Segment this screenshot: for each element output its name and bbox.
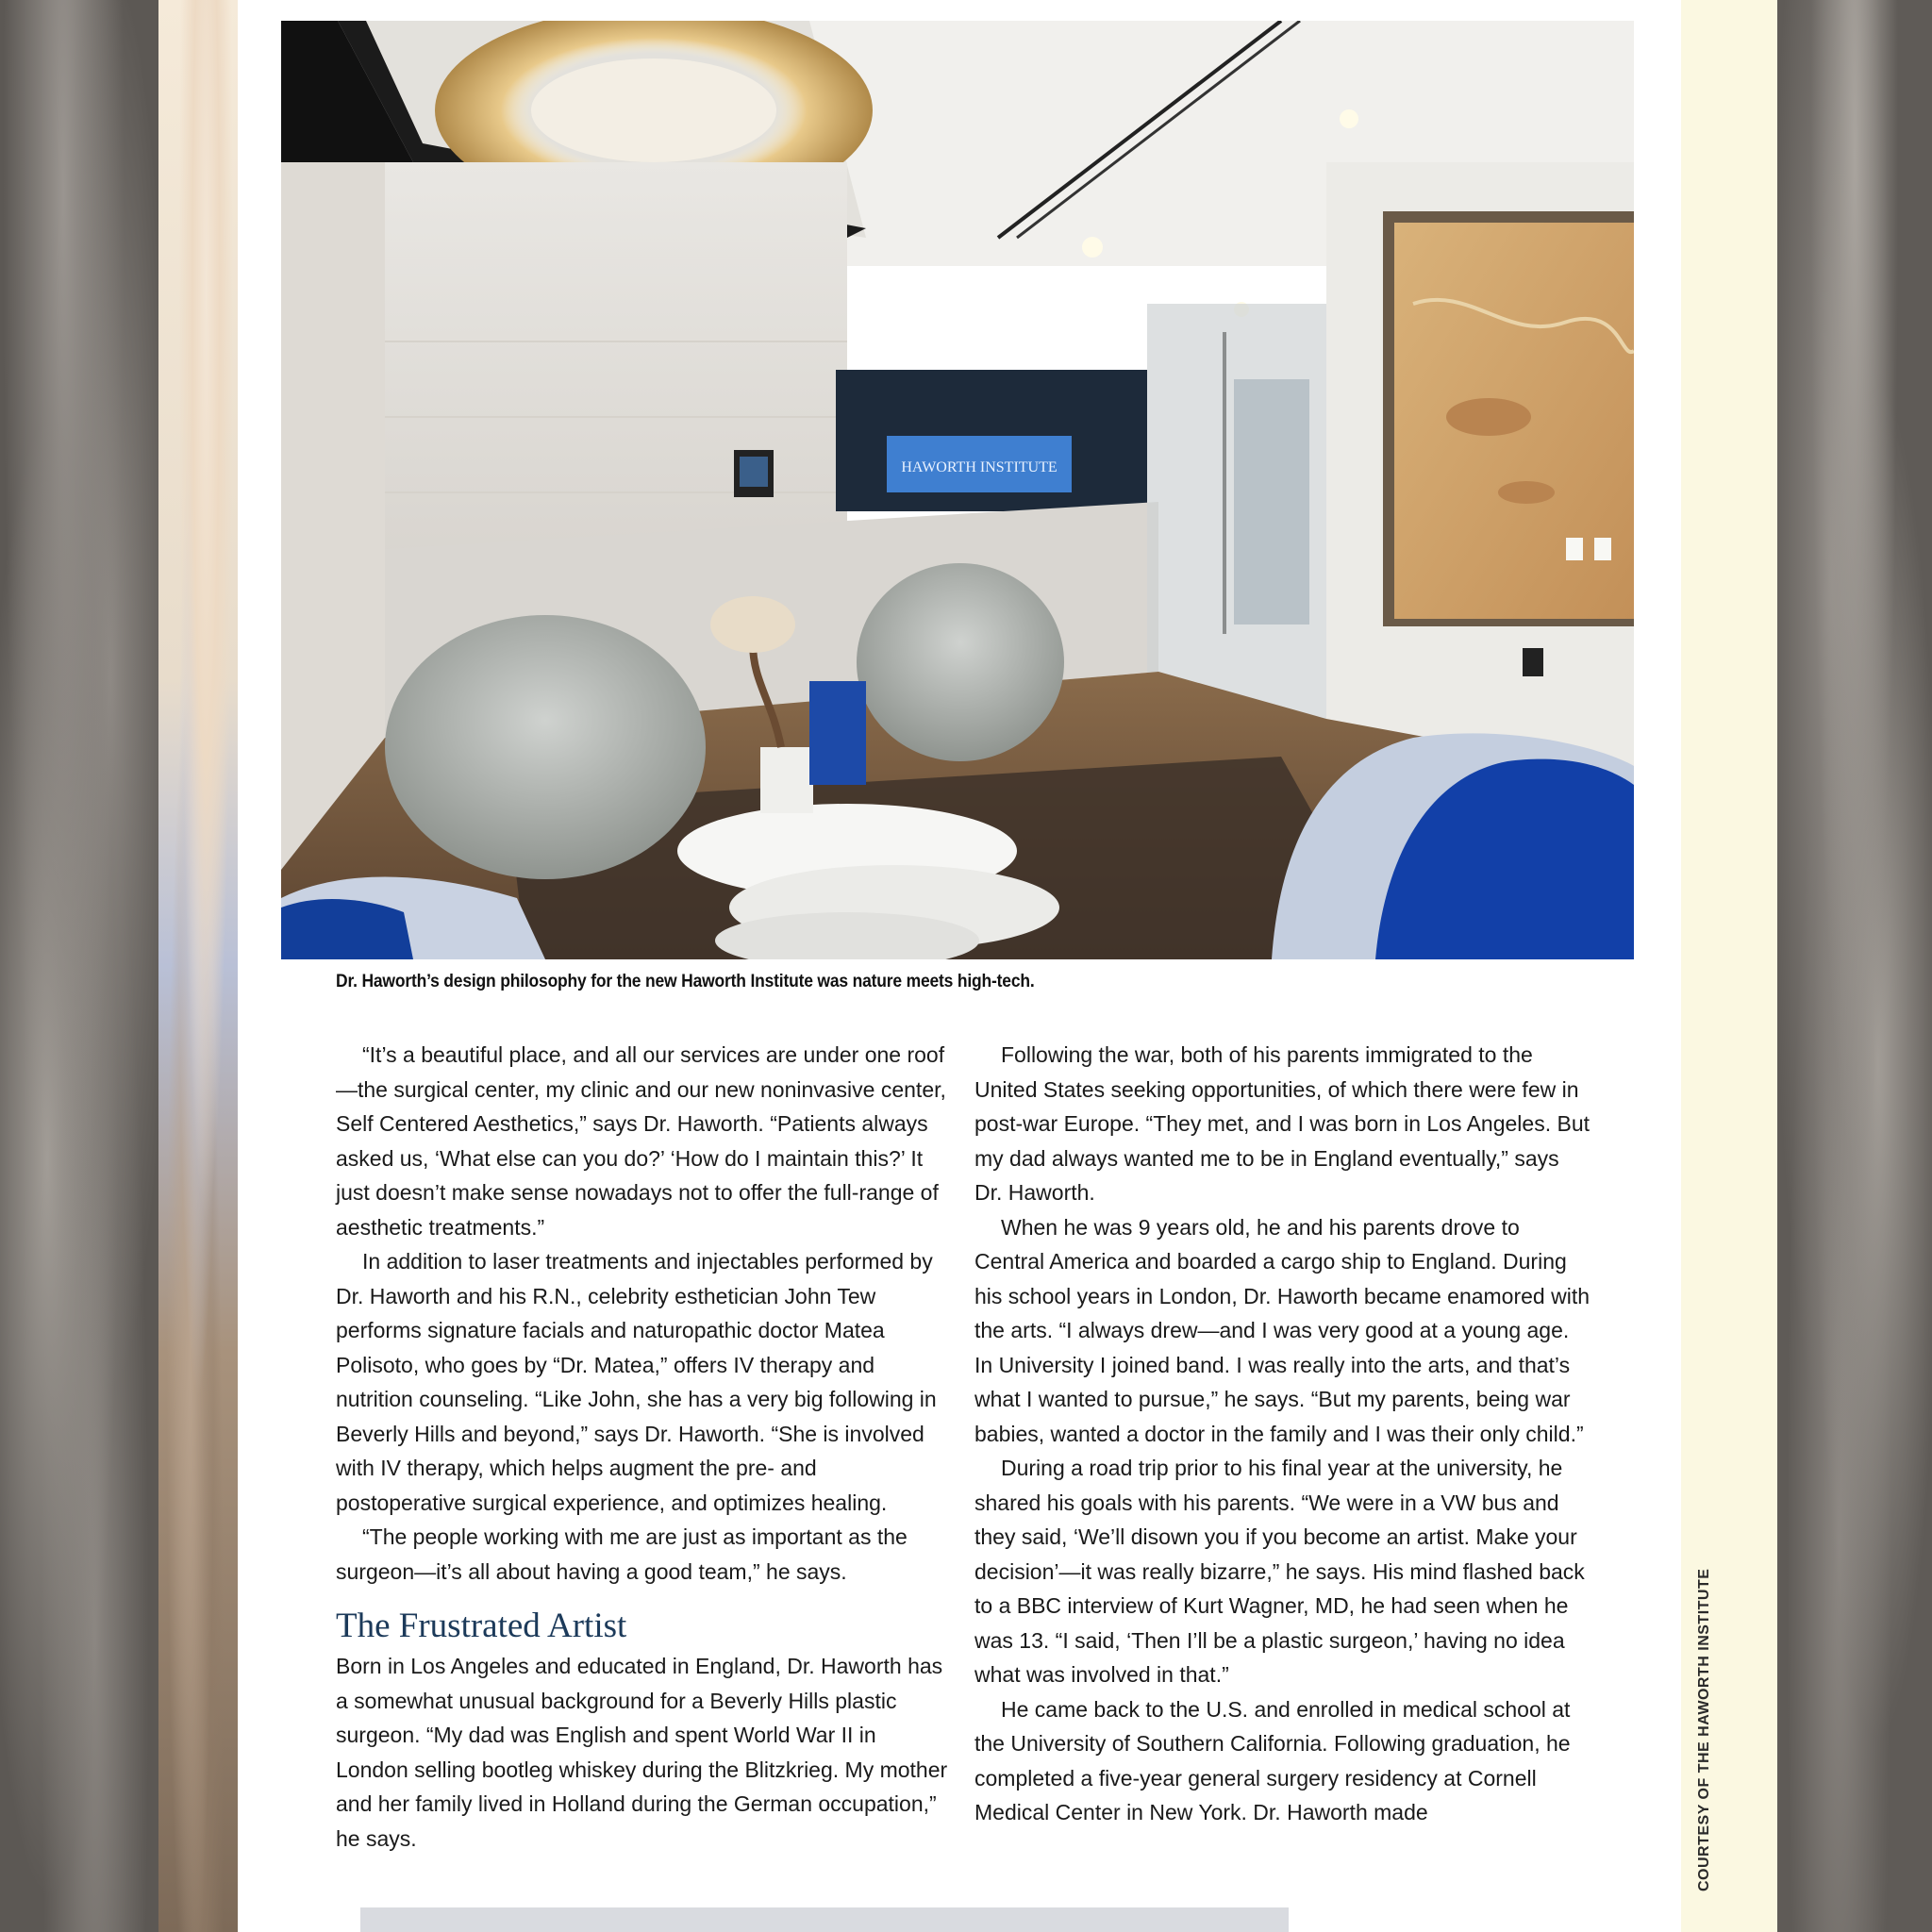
smoke-background-left [0,0,158,1932]
body-paragraph: He came back to the U.S. and enrolled in medical school at the University of Southern California. Following graduation, he completed a five-year general surgery residency at Cornell Medical Center in New York. Dr. Haworth made [974,1696,1571,1824]
article-column-right [974,1038,1592,1830]
body-paragraph: Born in Los Angeles and educated in England, Dr. Haworth has a somewhat unusual background for a Beverly Hills plastic surgeon. “My dad was English and spent World War II in London selling bootleg whiskey during the Blitzkrieg. My mother and her family lived in Holland during the German occupation,” he says. [336,1654,948,1851]
next-image-edge [360,1907,1289,1932]
floral-decorative-strip [158,0,238,1932]
smoke-background-right [1777,0,1932,1932]
section-heading: The Frustrated Artist [336,1607,627,1645]
body-paragraph: When he was 9 years old, he and his parents drove to Central America and boarded a cargo ship to England. During his school years in London, Dr. Haworth became enamored with the arts. “I always drew—and I was very good at a young age. In University I joined band. I was really into the arts, and that’s what I wanted to pursue,” he says. “But my parents, being war babies, wanted a doctor in the family and I was their only child.” [974,1214,1591,1446]
body-paragraph: “It’s a beautiful place, and all our services are under one roof—the surgical center, my clinic and our new noninvasive center, Self Centered Aesthetics,” says Dr. Haworth. “Patients always asked us, ‘What else can you do?’ ‘How do I maintain this?’ It just doesn’t make sense nowadays not to offer the full-range of aesthetic treatments.” [336,1042,946,1240]
article-column-left [336,1038,949,1856]
body-paragraph: In addition to laser treatments and injectables performed by Dr. Haworth and his R.N., celebrity esthetician John Tew performs signature facials and naturopathic doctor Matea Polisoto, who goes by “Dr. Matea,” offers IV therapy and nutrition counseling. “Like John, she has a very big following in Beverly Hills and beyond,” says Dr. Haworth. “She is involved with IV therapy, which helps augment the pre- and postoperative surgical experience, and optimizes healing. [336,1249,937,1515]
photo-credit: COURTESY OF THE HAWORTH INSTITUTE [1696,1568,1712,1891]
body-paragraph: Following the war, both of his parents immigrated to the United States seeking opportunities, of which there were few in post-war Europe. “They met, and I was born in Los Angeles. But my dad always wanted me to be in England eventually,” says Dr. Haworth. [974,1042,1591,1205]
lobby-illustration [281,21,1634,959]
photo-caption: Dr. Haworth’s design philosophy for the new Haworth Institute was nature meets high-tech. [336,972,1035,991]
body-paragraph: “The people working with me are just as important as the surgeon—it’s all about having a good team,” he says. [336,1524,908,1584]
reception-sign: HAWORTH INSTITUTE [901,459,1058,475]
body-paragraph: During a road trip prior to his final year at the university, he shared his goals with his parents. “We were in a VW bus and they said, ‘We’ll disown you if you become an artist. Make your decision’—it was really bizarre,” he says. His mind flashed back to a BBC interview of Kurt Wagner, MD, he had seen when he was 13. “I said, ‘Then I’ll be a plastic surgeon,’ having no idea what was involved in that.” [974,1456,1585,1687]
lobby-photo [281,21,1634,959]
